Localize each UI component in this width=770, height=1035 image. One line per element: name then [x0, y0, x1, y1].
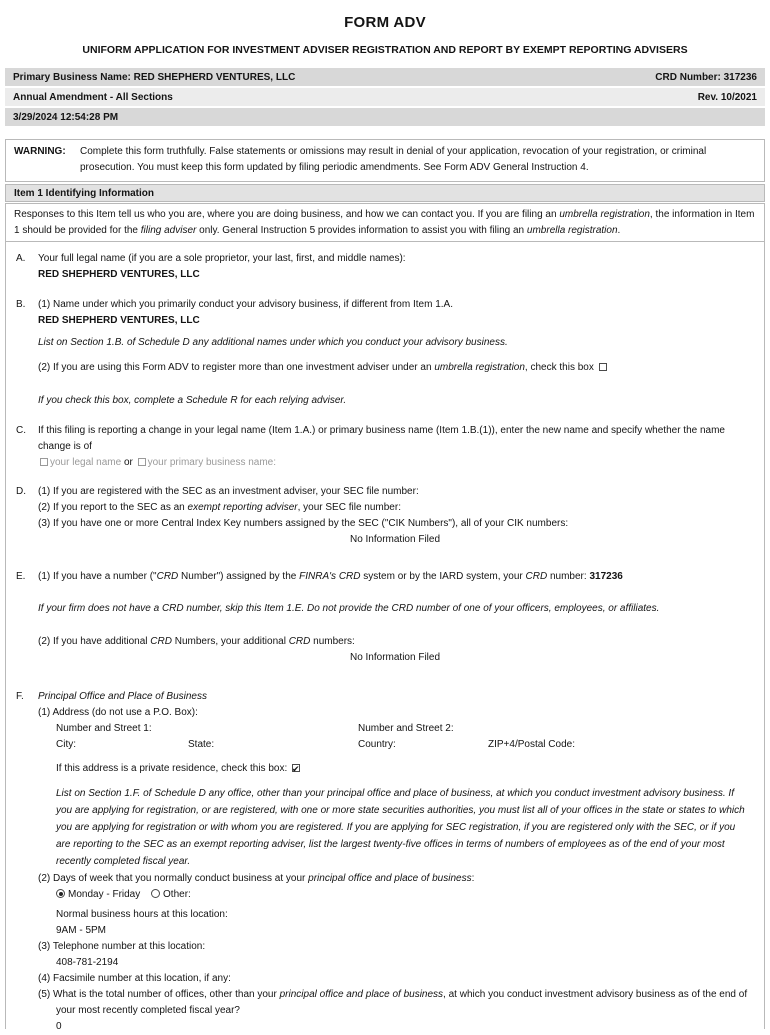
principal-office-title: Principal Office and Place of Business	[38, 690, 207, 702]
private-residence-checkbox[interactable]	[292, 764, 300, 772]
name-change-question: If this filing is reporting a change in your legal name (Item 1.A.) or primary business name (Item 1.B.(1)), enter the new name and specify whether the name change is of	[38, 424, 725, 452]
business-name-question: (1) Name under which you primarily conduct your advisory business, if different from Item 1.A.	[38, 298, 453, 310]
zip-label: ZIP+4/Postal Code:	[488, 738, 575, 750]
radio-option-other[interactable]	[151, 889, 191, 900]
header-row-timestamp	[5, 108, 765, 126]
form-revision: Rev. 10/2021	[697, 92, 757, 103]
sec-file-number-question: (1) If you are registered with the SEC as an investment adviser, your SEC file number:	[38, 485, 419, 497]
section-e	[6, 569, 764, 666]
crd-number: CRD Number: 317236	[655, 72, 757, 83]
section-c-label: C.	[16, 424, 26, 436]
cik-numbers-question: (3) If you have one or more Central Index Key numbers assigned by the SEC ("CIK Numbers"), all of your CIK numbers:	[38, 517, 569, 529]
section-a	[6, 251, 764, 283]
item1-intro: Responses to this Item tell us who you are, where you are doing business, and how we can contact you. If you are filing an umbrella registration, the information in Item 1 should be provided for the filing adviser only. General Instruction 5 provides information to assist you with filing an umbrella registration.	[6, 204, 764, 242]
section-d	[6, 484, 764, 548]
section-c	[6, 423, 764, 471]
days-of-week-question: (2) Days of week that you normally conduct business at your principal office and place of business:	[38, 872, 475, 884]
section-d-label: D.	[16, 485, 26, 497]
legal-name-question: Your full legal name (if you are a sole proprietor, your last, first, and middle names):	[38, 252, 406, 264]
business-hours-label: Normal business hours at this location:	[56, 908, 228, 920]
section-f	[6, 689, 764, 1035]
telephone-label: (3) Telephone number at this location:	[38, 940, 206, 952]
business-hours-value: 9AM - 5PM	[56, 924, 107, 936]
state-label: State:	[188, 738, 215, 750]
section-e-label: E.	[16, 570, 26, 582]
address-fields-row2	[56, 737, 752, 753]
crd-skip-note: If your firm does not have a CRD number, skip this Item 1.E. Do not provide the CRD number of one of your officers, employees, or affiliates.	[38, 602, 660, 614]
section-b	[6, 297, 764, 409]
item1-content	[5, 203, 765, 1032]
item1-header-bar: Item 1 Identifying Information	[5, 184, 765, 202]
radio-option-monday-friday[interactable]	[56, 889, 143, 900]
primary-business-name: Primary Business Name: RED SHEPHERD VENTURES, LLC	[13, 72, 296, 83]
number-street2-label: Number and Street 2:	[358, 722, 454, 734]
additional-crd-question: (2) If you have additional CRD Numbers, your additional CRD numbers:	[38, 635, 355, 647]
private-residence-text: If this address is a private residence, check this box:	[56, 762, 290, 774]
telephone-value: 408-781-2194	[56, 956, 119, 968]
amendment-type: Annual Amendment - All Sections	[13, 92, 173, 103]
umbrella-registration-text: (2) If you are using this Form ADV to register more than one investment adviser under an umbrella registration, check this box	[38, 361, 597, 373]
section-a-label: A.	[16, 252, 26, 264]
primary-business-name-checkbox[interactable]	[138, 458, 146, 466]
crd-number-line	[38, 569, 752, 585]
other-label: Other:	[163, 888, 191, 900]
offices-schedule-d-note: List on Section 1.F. of Schedule D any office, other than your principal office and place of business, at which you conduct investment advisory business. If you are applying for registration, or are registered, with one or more state securities authorities, you must list all of your offices in the state or states to which you are applying for registration or with whom you are registered. If you are applying for SEC registration, if you are registered only with the SEC, or if you are reporting to the SEC as an exempt reporting adviser, list the largest twenty-five offices in terms of numbers of employees as of the end of your most recently completed fiscal year.	[56, 787, 745, 868]
exempt-reporting-question: (2) If you report to the SEC as an exempt reporting adviser, your SEC file number:	[38, 501, 401, 513]
or-text: or	[123, 456, 133, 468]
section-f-label: F.	[16, 690, 24, 702]
schedule-d-note: List on Section 1.B. of Schedule D any additional names under which you conduct your advisory business.	[38, 336, 508, 348]
crd-number-question: (1) If you have a number ("CRD Number") assigned by the FINRA's CRD system or by the IARD system, your CRD number:	[38, 570, 590, 582]
monday-friday-radio-icon[interactable]	[56, 889, 65, 898]
private-residence-line	[56, 761, 752, 777]
country-label: Country:	[358, 738, 396, 750]
umbrella-registration-line	[38, 360, 752, 376]
legal-name-option-label: your legal name	[50, 456, 122, 468]
warning-text: Complete this form truthfully. False statements or omissions may result in denial of your application, revocation of your registration, or criminal prosecution. You must keep this form updated by filing periodic amendments. See Form ADV General Instruction 4.	[80, 146, 707, 173]
form-subtitle: UNIFORM APPLICATION FOR INVESTMENT ADVISER REGISTRATION AND REPORT BY EXEMPT REPORTING ADVISERS	[82, 44, 688, 56]
header-row-amendment	[5, 88, 765, 106]
filing-timestamp: 3/29/2024 12:54:28 PM	[13, 112, 119, 123]
no-information-filed-crd: No Information Filed	[349, 651, 441, 663]
address-fields-row1	[56, 721, 752, 737]
name-change-options	[38, 455, 752, 471]
days-of-week-options	[56, 887, 752, 903]
warning-box	[5, 139, 765, 182]
business-name-value: RED SHEPHERD VENTURES, LLC	[38, 314, 200, 326]
legal-name-value: RED SHEPHERD VENTURES, LLC	[38, 268, 200, 280]
legal-name-checkbox[interactable]	[40, 458, 48, 466]
other-radio-icon[interactable]	[151, 889, 160, 898]
city-label: City:	[56, 738, 76, 750]
warning-label: WARNING:	[14, 146, 66, 157]
section-b-label: B.	[16, 298, 26, 310]
header-row-business-name	[5, 68, 765, 86]
number-street1-label: Number and Street 1:	[56, 722, 152, 734]
filing-header	[5, 68, 765, 126]
umbrella-registration-checkbox[interactable]	[599, 363, 607, 371]
total-offices-value: 0	[56, 1020, 62, 1032]
monday-friday-label: Monday - Friday	[68, 888, 141, 900]
form-title: FORM ADV	[344, 14, 426, 31]
no-information-filed-cik: No Information Filed	[349, 533, 441, 545]
crd-number-value: 317236	[589, 570, 623, 582]
address-question: (1) Address (do not use a P.O. Box):	[38, 706, 198, 718]
schedule-r-note: If you check this box, complete a Schedule R for each relying adviser.	[38, 394, 347, 406]
total-offices-question: (5) What is the total number of offices, other than your principal office and place of business, at which you conduct investment advisory business as of the end of your most recently completed fiscal year?	[38, 988, 748, 1016]
primary-business-name-option-label: your primary business name:	[147, 456, 277, 468]
facsimile-label: (4) Facsimile number at this location, if any:	[38, 972, 231, 984]
